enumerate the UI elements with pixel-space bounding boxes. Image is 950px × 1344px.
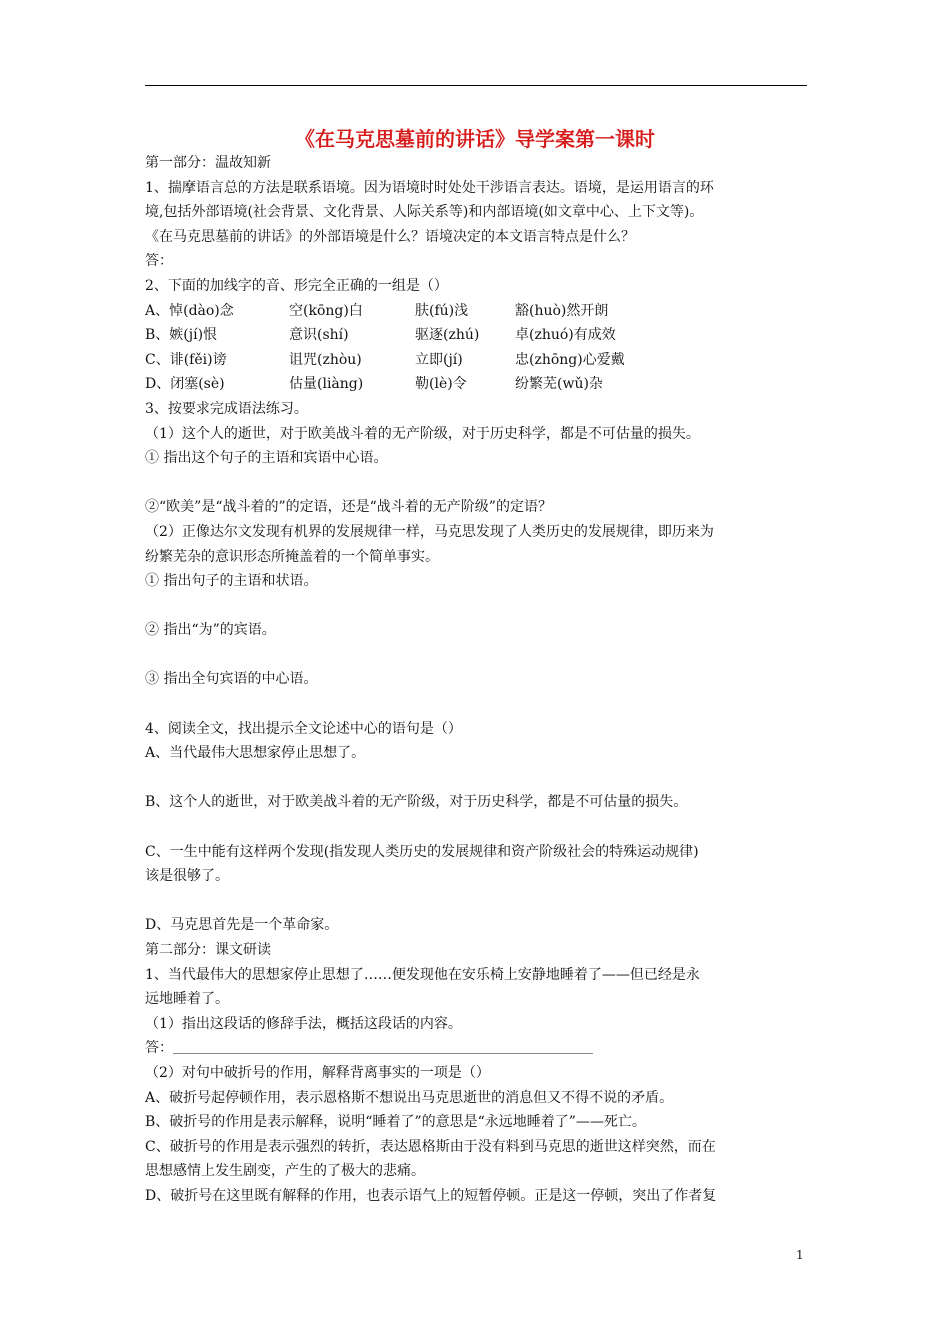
option-row: A、悼(dào)念 空(kōng)白 肤(fú)浅 豁(huò)然开朗 [145,302,609,319]
option-row: B、嫉(jí)恨 意识(shí) 驱逐(zhú) 卓(zhuó)有成效 [145,327,616,344]
option-row: C、诽(fěi)谤 诅咒(zhòu) 立即(jí) 忠(zhōng)心爱戴 [145,351,625,368]
header-rule [145,85,807,86]
document-body [145,151,810,1209]
page-number: 1 [796,1248,804,1262]
paragraph-line: 境,包括外部语境(社会背景、文化背景、人际关系等)和内部语境(如文章中心、上下文等)。 [145,204,704,221]
answer-space [145,692,810,717]
option-line: D、破折号在这里既有解释的作用，也表示语气上的短暂停顿。正是这一停顿，突出了作者复 [145,1187,717,1204]
option-line: A、破折号起停顿作用，表示恩格斯不想说出马克思逝世的消息但又不得不说的矛盾。 [145,1089,674,1106]
paragraph-line: 1、当代最伟大的思想家停止思想了……便发现他在安乐椅上安静地睡着了——但已经是永 [145,966,700,983]
section-heading: 第二部分：课文研读 [145,942,271,958]
question-line: （2）正像达尔文发现有机界的发展规律一样，马克思发现了人类历史的发展规律，即历来为 [145,523,714,540]
question-line: （1）指出这段话的修辞手法，概括这段话的内容。 [145,1015,462,1032]
answer-label: 答： [145,253,173,270]
question-line: 纷繁芜杂的意识形态所掩盖着的一个简单事实。 [145,548,439,565]
answer-row [145,1036,810,1061]
answer-space [145,643,810,668]
answer-space [145,594,810,619]
answer-blank-line[interactable] [173,1037,593,1054]
option-line: C、破折号的作用是表示强烈的转折，表达恩格斯由于没有料到马克思的逝世这样突然，而在 [145,1138,716,1155]
option-line: D、马克思首先是一个革命家。 [145,917,339,934]
paragraph-line: 远地睡着了。 [145,991,229,1008]
paragraph-line: 《在马克思墓前的讲话》的外部语境是什么？语境决定的本文语言特点是什么？ [145,228,635,245]
question-line: ① 指出句子的主语和状语。 [145,573,318,590]
option-line: 思想感情上发生剧变，产生的了极大的悲痛。 [145,1163,425,1180]
option-line: C、一生中能有这样两个发现(指发现人类历史的发展规律和资产阶级社会的特殊运动规律) [145,843,699,860]
question-line: ③ 指出全句宾语的中心语。 [145,671,318,688]
section-heading: 第一部分：温故知新 [145,155,271,171]
answer-space [145,471,810,496]
option-line: B、这个人的逝世，对于欧美战斗着的无产阶级，对于历史科学，都是不可估量的损失。 [145,794,688,811]
question-line: ② 指出“为”的宾语。 [145,622,276,639]
option-line: B、破折号的作用是表示解释，说明“睡着了”的意思是“永远地睡着了”——死亡。 [145,1114,646,1131]
option-row: D、闭塞(sè) 估量(liàng) 勒(lè)令 纷繁芜(wǔ)杂 [145,376,603,393]
question-line: （1）这个人的逝世，对于欧美战斗着的无产阶级，对于历史科学，都是不可估量的损失。 [145,425,700,442]
paragraph-line: 1、揣摩语言总的方法是联系语境。因为语境时时处处干涉语言表达。语境，是运用语言的环 [145,179,714,196]
option-line: 该是很够了。 [145,868,229,885]
question-line: ②“欧美”是“战斗着的”的定语，还是“战斗着的无产阶级”的定语？ [145,499,552,516]
option-line: A、当代最伟大思想家停止思想了。 [145,745,366,762]
question-line: ① 指出这个句子的主语和宾语中心语。 [145,450,388,467]
question-line: 4、阅读全文，找出提示全文论述中心的语句是（） [145,720,462,737]
question-line: 3、按要求完成语法练习。 [145,400,308,417]
document-title: 《在马克思墓前的讲话》导学案第一课时 [295,127,655,151]
answer-label: 答： [145,1040,173,1057]
question-line: 2、下面的加线字的音、形完全正确的一组是（） [145,277,448,294]
question-line: （2）对句中破折号的作用，解释背离事实的一项是（） [145,1064,490,1081]
